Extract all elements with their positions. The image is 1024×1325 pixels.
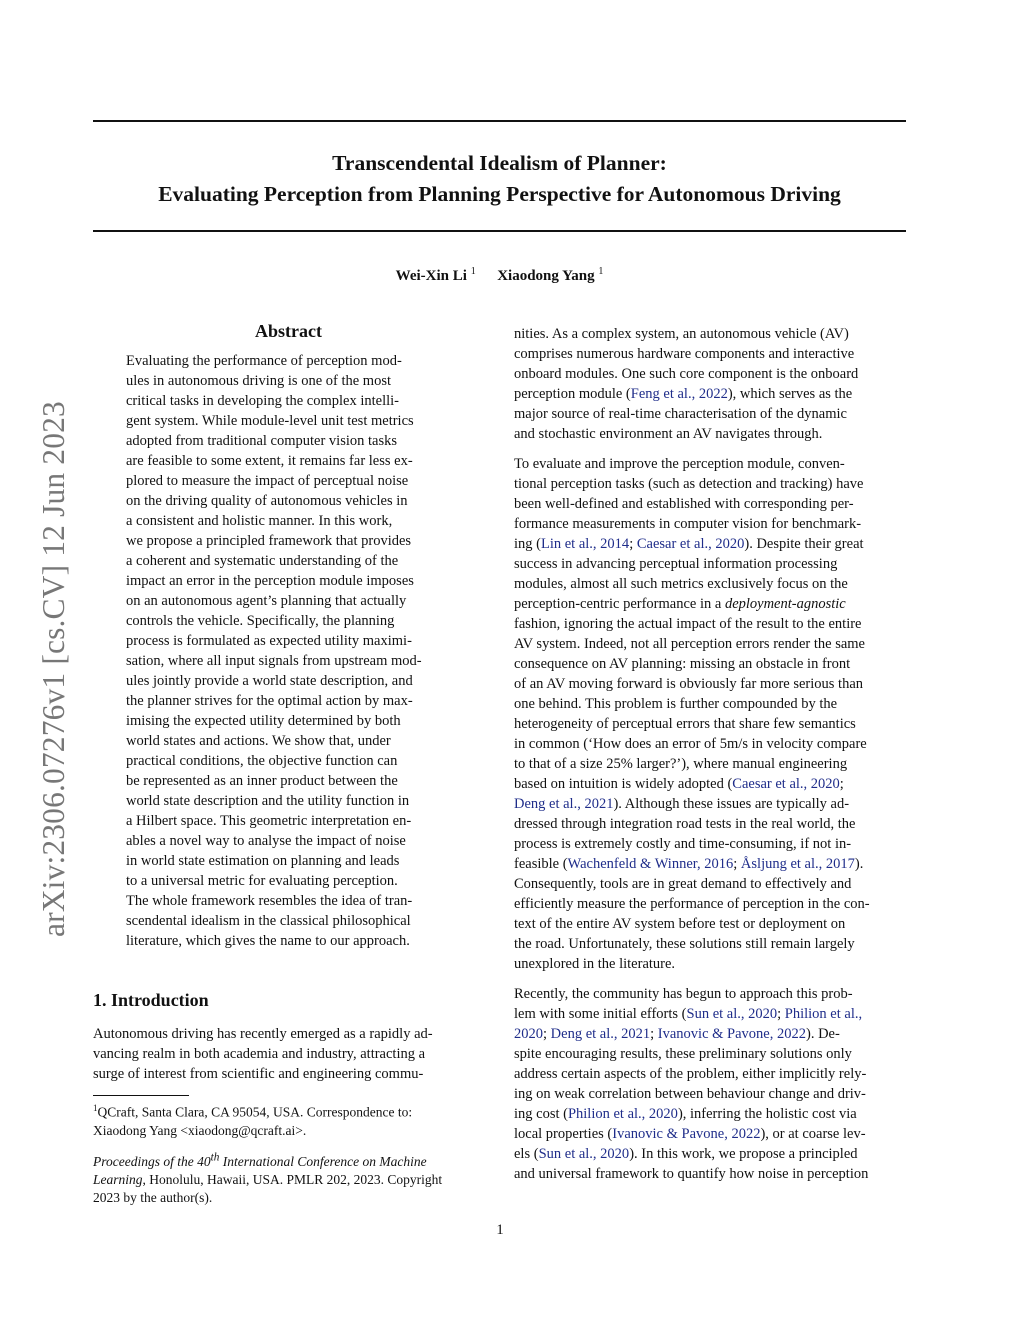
title-rule-bottom bbox=[93, 230, 906, 232]
text-line: been well-defined and established with corresponding per- bbox=[514, 496, 854, 512]
text-line: ing cost (Philion et al., 2020), inferring the holistic cost via bbox=[514, 1106, 857, 1122]
text-line: process is extremely costly and time-consuming, if not in- bbox=[514, 836, 852, 852]
proceedings-note bbox=[93, 1148, 486, 1207]
text-line: consequence on AV planning: missing an obstacle in front bbox=[514, 656, 851, 672]
text-line: the road. Unfortunately, these solutions still remain largely bbox=[514, 936, 855, 952]
proceedings-ordinal-suffix: th bbox=[210, 1151, 220, 1163]
citation-link[interactable]: Ivanovic & Pavone, 2022 bbox=[612, 1126, 761, 1142]
text-line: sation, where all input signals from upstream mod- bbox=[126, 653, 422, 669]
text-line: lem with some initial efforts (Sun et al., 2020; Philion et al., bbox=[514, 1006, 863, 1022]
text-line: text of the entire AV system before test or deployment on bbox=[514, 916, 846, 932]
footnote-rule bbox=[93, 1095, 189, 1096]
citation-link[interactable]: Deng et al., 2021 bbox=[514, 796, 614, 812]
title-line: Transcendental Idealism of Planner: bbox=[332, 151, 667, 175]
right-column-paragraph-1 bbox=[514, 324, 907, 444]
author-list bbox=[93, 266, 906, 285]
text-line: impact an error in the perception module imposes bbox=[126, 573, 414, 589]
proceedings-venue: Learning bbox=[93, 1171, 143, 1187]
citation-link[interactable]: Sun et al., 2020 bbox=[686, 1006, 778, 1022]
proceedings-ordinal: 40 bbox=[197, 1153, 211, 1169]
footnote-marker: 1 bbox=[93, 1103, 98, 1113]
right-column-paragraph-2 bbox=[514, 454, 907, 974]
title-line: Evaluating Perception from Planning Perspective for Autonomous Driving bbox=[158, 182, 841, 206]
title-rule-top bbox=[93, 120, 906, 122]
citation-link[interactable]: Philion et al., bbox=[784, 1006, 863, 1022]
citation-link[interactable]: Åsljung et al., 2017 bbox=[740, 856, 855, 872]
text-line: world state description and the utility function in bbox=[126, 793, 410, 809]
text-line: nities. As a complex system, an autonomous vehicle (AV) bbox=[514, 326, 849, 342]
text-line: formance measurements in computer vision for benchmark- bbox=[514, 516, 862, 532]
text-line: scendental idealism in the classical philosophical bbox=[126, 913, 411, 929]
text-line: heterogeneity of perceptual errors that share few semantics bbox=[514, 716, 856, 732]
text-line: process is formulated as expected utility maximi- bbox=[126, 633, 412, 649]
proceedings-details: , Honolulu, Hawaii, USA. PMLR 202, 2023. Copyright bbox=[142, 1171, 443, 1187]
text-line: a coherent and systematic understanding of the bbox=[126, 553, 399, 569]
text-line: major source of real-time characterisation of the dynamic bbox=[514, 406, 847, 422]
text-line: 2020; Deng et al., 2021; Ivanovic & Pavone, 2022). De- bbox=[514, 1026, 840, 1042]
text-line: ables a novel way to analyse the impact of noise bbox=[126, 833, 406, 849]
text-line: perception-centric performance in a deployment-agnostic bbox=[514, 596, 846, 612]
text-line: critical tasks in developing the complex intelli- bbox=[126, 393, 400, 409]
paper-title bbox=[93, 148, 906, 210]
text-line: practical conditions, the objective function can bbox=[126, 753, 398, 769]
text-line: gent system. While module-level unit test metrics bbox=[126, 413, 414, 429]
text-line: literature, which gives the name to our approach. bbox=[126, 933, 410, 949]
author-affiliation-marker: 1 bbox=[470, 266, 476, 277]
page-number: 1 bbox=[496, 1222, 504, 1238]
text-line: on the driving quality of autonomous vehicles in bbox=[126, 493, 408, 509]
text-line: Autonomous driving has recently emerged as a rapidly ad- bbox=[93, 1026, 433, 1042]
text-line: Recently, the community has begun to approach this prob- bbox=[514, 986, 853, 1002]
text-line: and stochastic environment an AV navigates through. bbox=[514, 426, 823, 442]
text-line: dressed through integration road tests in the real world, the bbox=[514, 816, 856, 832]
citation-link[interactable]: Deng et al., 2021 bbox=[550, 1026, 651, 1042]
section-heading-introduction: 1. Introduction bbox=[93, 990, 209, 1010]
text-line: local properties (Ivanovic & Pavone, 2022), or at coarse lev- bbox=[514, 1126, 866, 1142]
text-line: address certain aspects of the problem, either implicitly rely- bbox=[514, 1066, 867, 1082]
text-line: spite encouraging results, these preliminary solutions only bbox=[514, 1046, 852, 1062]
footnote bbox=[93, 1099, 486, 1140]
text-line: efficiently measure the performance of perception in the con- bbox=[514, 896, 870, 912]
text-line: plored to measure the impact of perceptual noise bbox=[126, 473, 409, 489]
text-line: The whole framework resembles the idea of tran- bbox=[126, 893, 413, 909]
text-line: Consequently, tools are in great demand to effectively and bbox=[514, 876, 852, 892]
text-line: we propose a principled framework that provides bbox=[126, 533, 412, 549]
footnote-line bbox=[93, 1099, 486, 1122]
text-line: surge of interest from scientific and engineering commu- bbox=[93, 1066, 424, 1082]
citation-link[interactable]: Sun et al., 2020 bbox=[538, 1146, 630, 1162]
text-line: a Hilbert space. This geometric interpretation en- bbox=[126, 813, 412, 829]
emphasized-text: deployment-agnostic bbox=[724, 596, 846, 612]
citation-link[interactable]: Lin et al., 2014 bbox=[540, 536, 630, 552]
author-affiliation-marker: 1 bbox=[598, 266, 604, 277]
proceedings-conference: International Conference on Machine bbox=[222, 1153, 427, 1169]
text-line: To evaluate and improve the perception module, conven- bbox=[514, 456, 845, 472]
text-line: one behind. This problem is further compounded by the bbox=[514, 696, 838, 712]
author-name: Wei-Xin Li bbox=[395, 268, 467, 284]
text-line: ules jointly provide a world state description, and bbox=[126, 673, 413, 689]
text-line: vancing realm in both academia and industry, attracting a bbox=[93, 1046, 426, 1062]
text-line: Deng et al., 2021). Although these issues are typically ad- bbox=[514, 796, 850, 812]
text-line: imising the expected utility determined by both bbox=[126, 713, 401, 729]
citation-link[interactable]: Philion et al., 2020 bbox=[567, 1106, 678, 1122]
text-line: tional perception tasks (such as detection and tracking) have bbox=[514, 476, 864, 492]
author-name: Xiaodong Yang bbox=[497, 268, 595, 284]
introduction-body bbox=[93, 1024, 486, 1084]
text-line: on an autonomous agent’s planning that actually bbox=[126, 593, 407, 609]
text-line: world states and actions. We show that, under bbox=[126, 733, 391, 749]
proceedings-lead: Proceedings of the bbox=[93, 1153, 194, 1169]
text-line: unexplored in the literature. bbox=[514, 956, 676, 972]
text-line: in world state estimation on planning and leads bbox=[126, 853, 400, 869]
citation-link[interactable]: Feng et al., 2022 bbox=[630, 386, 728, 402]
citation-link[interactable]: Wachenfeld & Winner, 2016 bbox=[567, 856, 734, 872]
arxiv-stamp: arXiv:2306.07276v1 [cs.CV] 12 Jun 2023 bbox=[36, 401, 71, 937]
text-line: ing (Lin et al., 2014; Caesar et al., 2020). Despite their great bbox=[514, 536, 864, 552]
right-column-paragraph-3 bbox=[514, 984, 907, 1184]
proceedings-line bbox=[93, 1171, 486, 1189]
citation-link[interactable]: 2020 bbox=[514, 1026, 543, 1042]
text-line: AV system. Indeed, not all perception errors render the same bbox=[514, 636, 865, 652]
text-line: ules in autonomous driving is one of the most bbox=[126, 373, 392, 389]
proceedings-line: 2023 by the author(s). bbox=[93, 1189, 213, 1205]
text-line: to that of a size 25% larger?’), where manual engineering bbox=[514, 756, 848, 772]
text-line: perception module (Feng et al., 2022), which serves as the bbox=[514, 386, 853, 402]
text-line: a consistent and holistic manner. In this work, bbox=[126, 513, 393, 529]
text-line: of an AV moving forward is obviously far more serious than bbox=[514, 676, 864, 692]
abstract-body bbox=[126, 351, 453, 951]
citation-link[interactable]: Ivanovic & Pavone, 2022 bbox=[657, 1026, 806, 1042]
text-line: feasible (Wachenfeld & Winner, 2016; Åsljung et al., 2017). bbox=[514, 856, 864, 872]
text-line: onboard modules. One such core component is the onboard bbox=[514, 366, 859, 382]
footnote-text: QCraft, Santa Clara, CA 95054, USA. Correspondence to: bbox=[97, 1104, 413, 1120]
text-line: the planner strives for the optimal action by max- bbox=[126, 693, 413, 709]
text-line: Evaluating the performance of perception mod- bbox=[126, 353, 402, 369]
proceedings-line bbox=[93, 1148, 486, 1171]
text-line: in common (‘How does an error of 5m/s in velocity compare bbox=[514, 736, 867, 752]
text-line: based on intuition is widely adopted (Caesar et al., 2020; bbox=[514, 776, 844, 792]
text-line: and universal framework to quantify how noise in perception bbox=[514, 1166, 869, 1182]
text-line: are feasible to some extent, it remains far less ex- bbox=[126, 453, 413, 469]
text-line: els (Sun et al., 2020). In this work, we propose a principled bbox=[514, 1146, 858, 1162]
text-line: adopted from traditional computer vision tasks bbox=[126, 433, 398, 449]
footnote-line: Xiaodong Yang <xiaodong@qcraft.ai>. bbox=[93, 1122, 307, 1138]
citation-link[interactable]: Caesar et al., 2020 bbox=[732, 776, 840, 792]
text-line: success in advancing perceptual information processing bbox=[514, 556, 838, 572]
abstract-heading: Abstract bbox=[255, 321, 322, 341]
text-line: be represented as an inner product between the bbox=[126, 773, 398, 789]
text-line: fashion, ignoring the actual impact of the result to the entire bbox=[514, 616, 862, 632]
text-line: to a universal metric for evaluating perception. bbox=[126, 873, 398, 889]
text-line: comprises numerous hardware components and interactive bbox=[514, 346, 855, 362]
text-line: controls the vehicle. Specifically, the planning bbox=[126, 613, 395, 629]
citation-link[interactable]: Caesar et al., 2020 bbox=[636, 536, 745, 552]
text-line: modules, almost all such metrics exclusively focus on the bbox=[514, 576, 848, 592]
text-line: ing on weak correlation between behaviour change and driv- bbox=[514, 1086, 866, 1102]
